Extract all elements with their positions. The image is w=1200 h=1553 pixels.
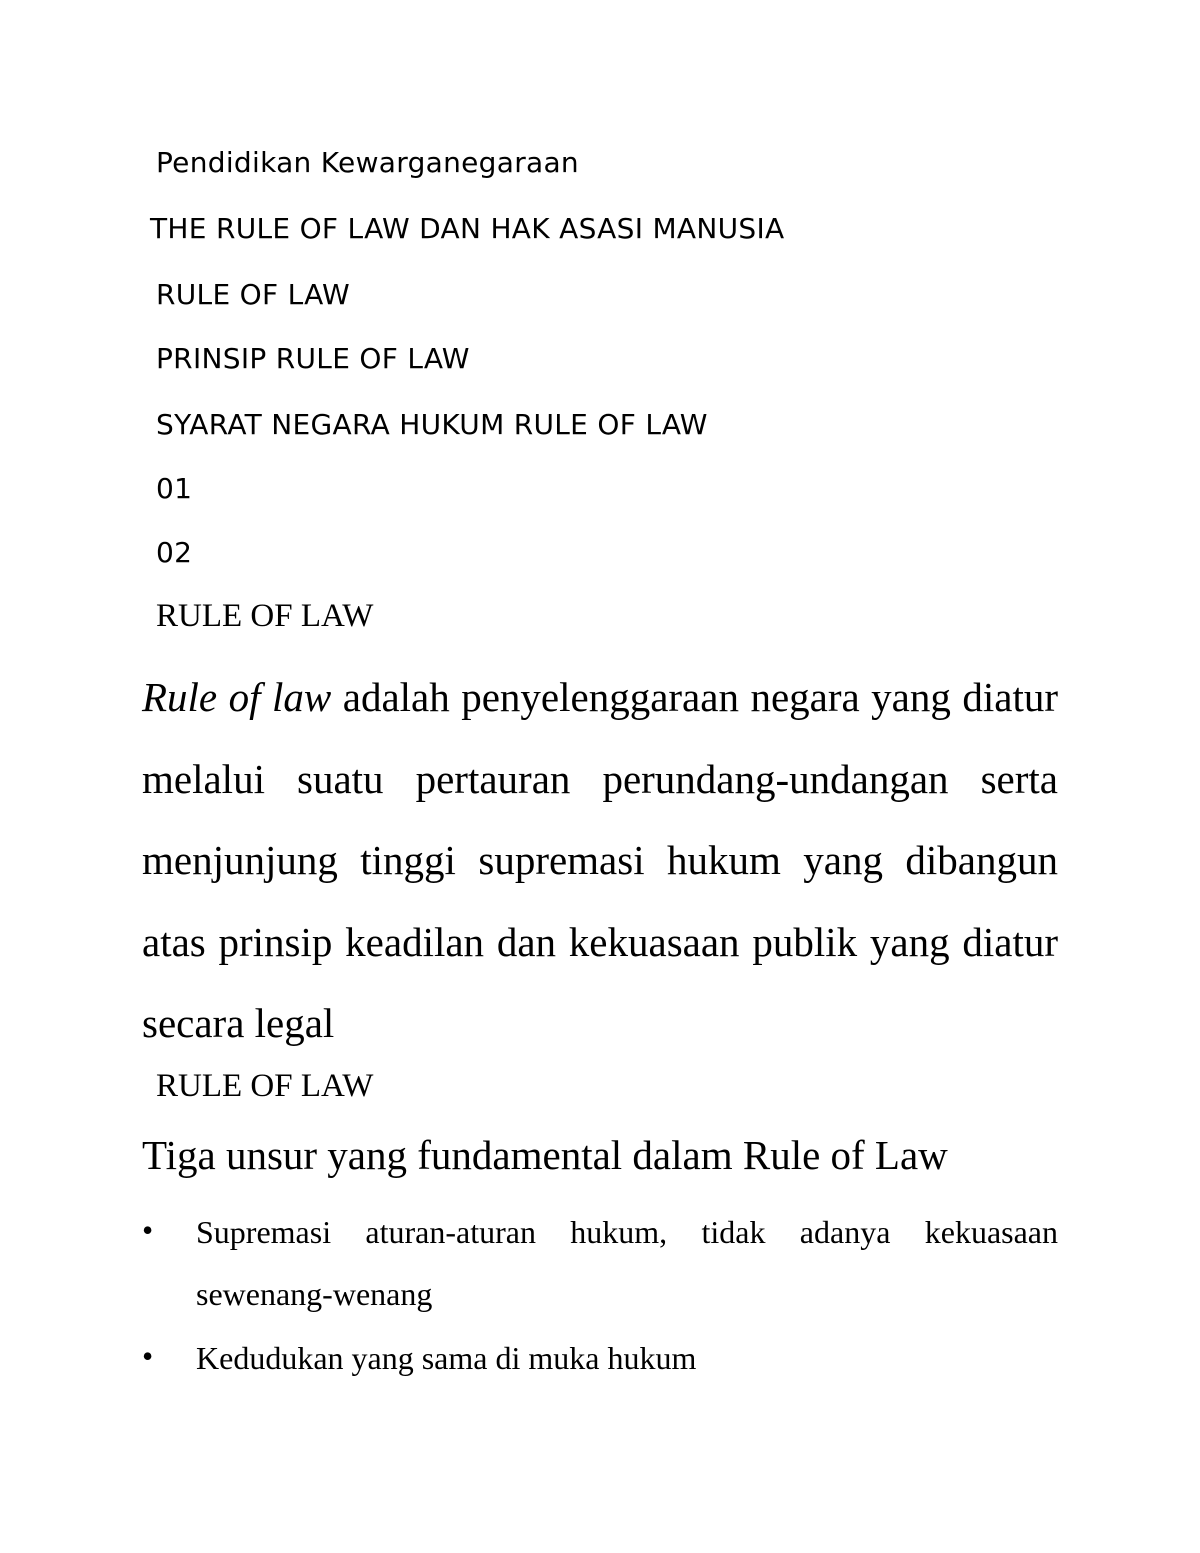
list-item: Supremasi aturan-aturan hukum, tidak adanya kekuasaan sewenang-wenang bbox=[196, 1214, 1058, 1312]
section-label-2: RULE OF LAW bbox=[156, 1068, 374, 1104]
number-02: 02 bbox=[156, 536, 193, 569]
number-01: 01 bbox=[156, 472, 193, 505]
bullet-symbol: • bbox=[142, 1338, 154, 1374]
bullet-symbol: • bbox=[142, 1212, 154, 1248]
definition-paragraph bbox=[142, 657, 1058, 1065]
definition-term: Rule of law bbox=[142, 674, 332, 720]
section-heading: Tiga unsur yang fundamental dalam Rule of Law bbox=[142, 1132, 948, 1178]
section-label: RULE OF LAW bbox=[156, 598, 374, 634]
outline-item-prinsip: PRINSIP RULE OF LAW bbox=[156, 342, 470, 375]
list-item: Kedudukan yang sama di muka hukum bbox=[196, 1340, 697, 1376]
main-title: THE RULE OF LAW DAN HAK ASASI MANUSIA bbox=[150, 212, 785, 245]
outline-item-syarat: SYARAT NEGARA HUKUM RULE OF LAW bbox=[156, 408, 708, 441]
course-title: Pendidikan Kewarganegaraan bbox=[156, 146, 579, 179]
definition-text: adalah penyelenggaraan negara yang diatur melalui suatu pertauran perundang-undangan serta menjunjung tinggi supremasi hukum yang dibangun atas prinsip keadilan dan kekuasaan publik yang diatur secara legal bbox=[142, 674, 1058, 1046]
outline-item-rule-of-law: RULE OF LAW bbox=[156, 278, 351, 311]
